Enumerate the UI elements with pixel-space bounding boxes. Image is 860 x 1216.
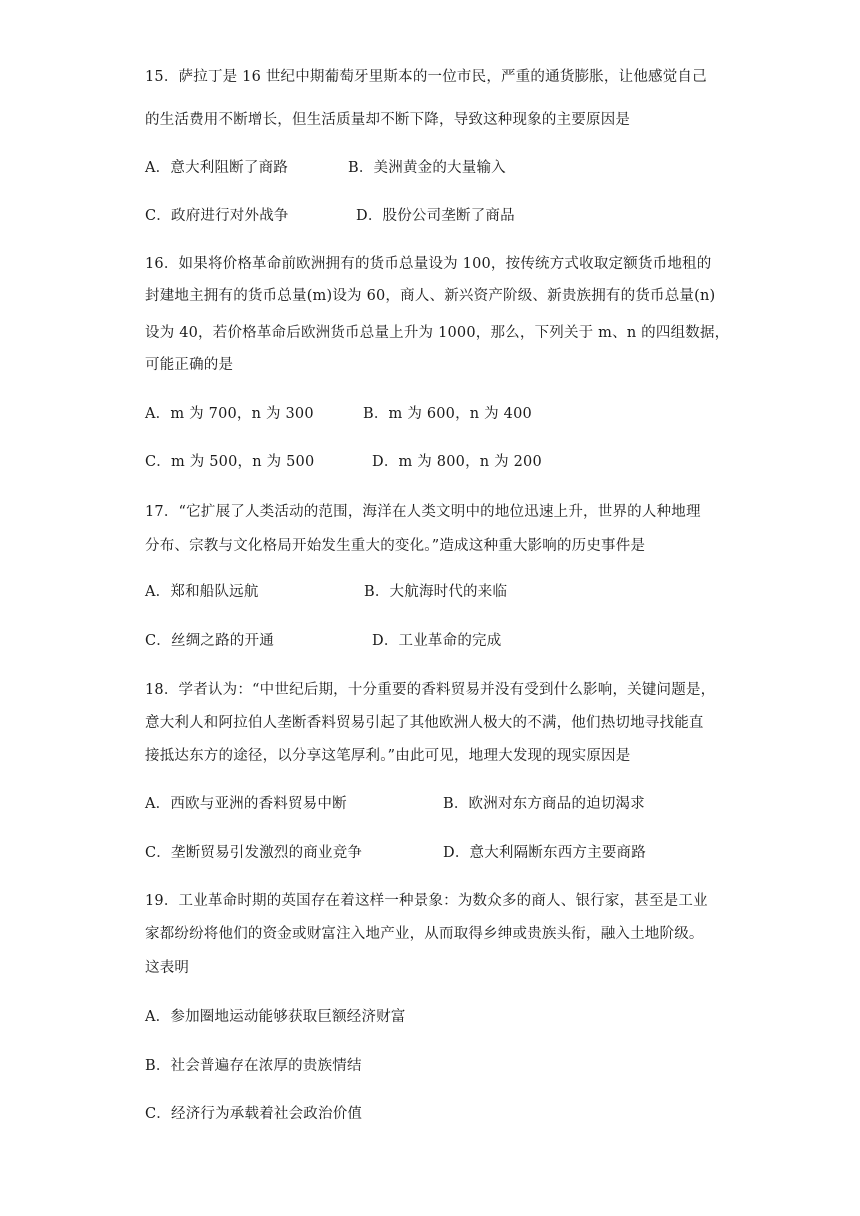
question-18-line-2: 意大利人和阿拉伯人垄断香料贸易引起了其他欧洲人极大的不满，他们热切地寻找能直: [145, 715, 704, 731]
question-18-option-a[interactable]: A．西欧与亚洲的香料贸易中断: [145, 796, 347, 812]
question-18-option-d[interactable]: D．意大利隔断东西方主要商路: [443, 845, 646, 861]
question-16-option-d[interactable]: D．m 为 800，n 为 200: [372, 454, 542, 470]
question-17-option-b[interactable]: B．大航海时代的来临: [364, 584, 508, 600]
question-15-line-1: 15．萨拉丁是 16 世纪中期葡萄牙里斯本的一位市民，严重的通货膨胀，让他感觉自己: [145, 69, 707, 85]
question-17-line-2: 分布、宗教与文化格局开始发生重大的变化。”造成这种重大影响的历史事件是: [145, 538, 646, 554]
question-15-option-a[interactable]: A．意大利阻断了商路: [145, 160, 288, 176]
question-16-option-c[interactable]: C．m 为 500，n 为 500: [145, 454, 315, 470]
question-17-option-a[interactable]: A．郑和船队远航: [145, 584, 259, 600]
question-16-line-2: 封建地主拥有的货币总量(m)设为 60，商人、新兴资产阶级、新贵族拥有的货币总量(n): [145, 288, 716, 304]
question-15-option-b[interactable]: B．美洲黄金的大量输入: [348, 160, 506, 176]
question-15-option-d[interactable]: D．股份公司垄断了商品: [356, 208, 515, 224]
question-18-line-3: 接抵达东方的途径，以分享这笔厚利。”由此可见，地理大发现的现实原因是: [145, 748, 631, 764]
question-16-option-a[interactable]: A．m 为 700，n 为 300: [145, 406, 314, 422]
question-19-option-b[interactable]: B．社会普遍存在浓厚的贵族情结: [145, 1058, 362, 1074]
question-18-option-b[interactable]: B．欧洲对东方商品的迫切渴求: [443, 796, 645, 812]
question-17-option-d[interactable]: D．工业革命的完成: [372, 633, 502, 649]
question-19-line-1: 19．工业革命时期的英国存在着这样一种景象：为数众多的商人、银行家，甚至是工业: [145, 893, 708, 909]
question-19-option-a[interactable]: A．参加圈地运动能够获取巨额经济财富: [145, 1009, 406, 1025]
question-18-line-1: 18．学者认为：“中世纪后期，十分重要的香料贸易并没有受到什么影响，关键问题是，: [145, 682, 716, 698]
question-17-line-1: 17．“它扩展了人类活动的范围，海洋在人类文明中的地位迅速上升，世界的人种地理: [145, 504, 701, 520]
question-16-line-4: 可能正确的是: [145, 357, 234, 373]
question-19-line-2: 家都纷纷将他们的资金或财富注入地产业，从而取得乡绅或贵族头衔，融入土地阶级。: [145, 926, 704, 942]
question-15-option-c[interactable]: C．政府进行对外战争: [145, 208, 289, 224]
question-16-line-1: 16．如果将价格革命前欧洲拥有的货币总量设为 100，按传统方式收取定额货币地租的: [145, 256, 712, 272]
question-16-option-b[interactable]: B．m 为 600，n 为 400: [363, 406, 532, 422]
question-17-option-c[interactable]: C．丝绸之路的开通: [145, 633, 274, 649]
question-18-option-c[interactable]: C．垄断贸易引发激烈的商业竞争: [145, 845, 363, 861]
question-16-line-3: 设为 40，若价格革命后欧洲货币总量上升为 1000，那么，下列关于 m、n 的四组数据，: [145, 325, 730, 341]
question-19-option-c[interactable]: C．经济行为承载着社会政治价值: [145, 1106, 363, 1122]
question-15-line-2: 的生活费用不断增长，但生活质量却不断下降，导致这种现象的主要原因是: [145, 112, 631, 128]
question-19-line-3: 这表明: [145, 960, 190, 976]
